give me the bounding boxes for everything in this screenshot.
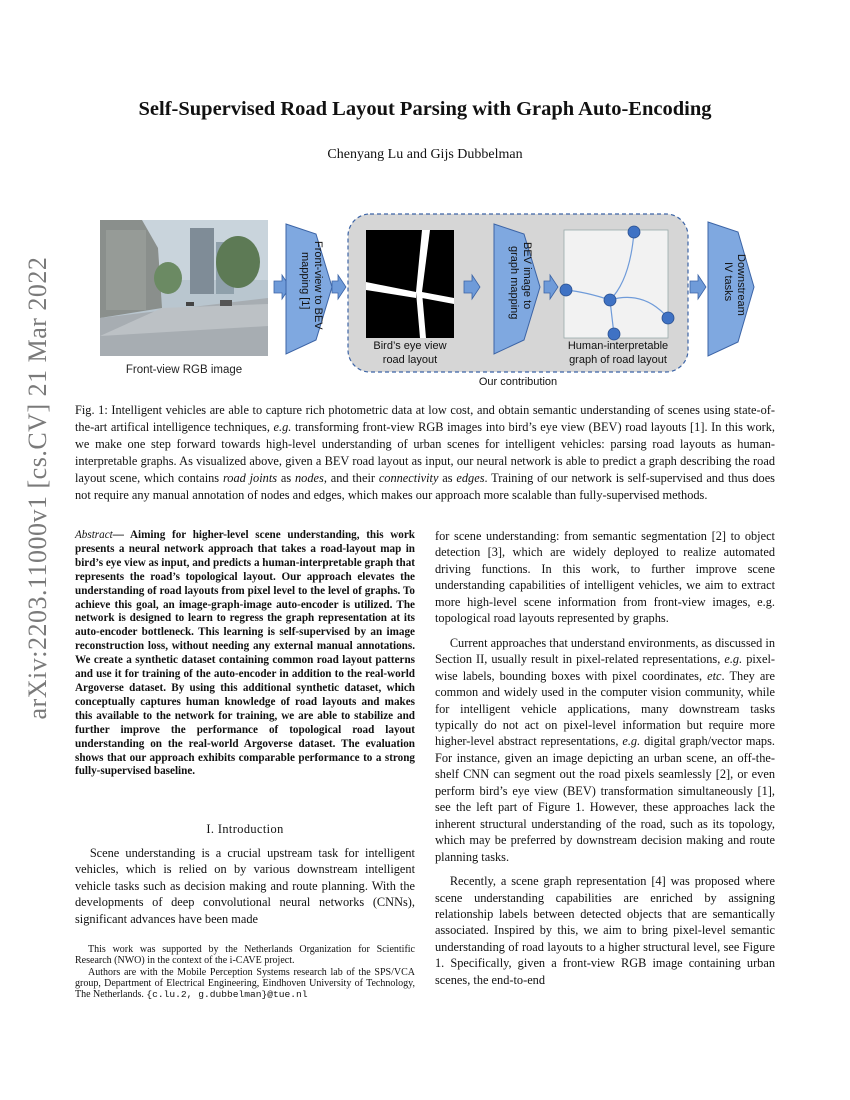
graph-node: [662, 312, 674, 324]
contribution-label: Our contribution: [478, 376, 558, 388]
section-heading-introduction: I. Introduction: [206, 822, 284, 836]
caption-fig-label: Fig. 1:: [75, 403, 108, 417]
right-paragraph-1: for scene understanding: from semantic segmentation [2] to object detection [3], which are widely deployed to realize automated driving functions. In this work, to further improve scene understanding capabilities of intelligent vehicles, we aim to extract more high-level scene information from front-view images, e.g. topological road layouts represented by graphs.: [435, 529, 775, 626]
abstract-lead: Abstract: [75, 529, 113, 541]
graph-node: [628, 226, 640, 238]
caption-edges: edges: [456, 470, 485, 485]
caption-text: as: [438, 470, 457, 485]
p2-text: Current approaches that understand environments, as discussed in Section II, usually result in pixel-related representations,: [435, 635, 775, 667]
graph-node: [608, 328, 620, 340]
caption-road-joints: road joints: [222, 470, 278, 485]
caption-connectivity: connectivity: [378, 470, 439, 485]
p2-eg: e.g.: [724, 652, 743, 667]
paper-authors: Chenyang Lu and Gijs Dubbelman: [327, 147, 523, 162]
arxiv-sidebar: [0, 0, 70, 1100]
caption-text: . Training of our network is self-supervised and thus does not require any manual annotation of nodes and edges, which makes our approach more scalable than fully-supervised methods.: [75, 470, 775, 502]
right-paragraph-3: Recently, a scene graph representation [4] was proposed where scene understanding capabilities are enriched by assigning relationship labels between detected objects that are semantically associated. Inspired by this, we aim to bring pixel-level semantic understanding of road layouts to a higher structural level, see Figure 1. Specifically, given a front-view RGB image containing urban scenes, the end-to-end: [435, 874, 775, 987]
figure-1-diagram: [70, 208, 790, 398]
caption-text: , and their: [323, 470, 379, 485]
intro-paragraph: Scene understanding is a crucial upstream task for intelligent vehicles, which is relied on by various downstream intelligent vehicle tasks such as decision making and route planning. With the developments of deep convolutional neural networks (CNNs), significant advances have been made: [75, 846, 415, 926]
p2-eg: e.g.: [622, 734, 641, 749]
footnote-affiliation-text: Authors are with the Mobile Perception Systems research lab of the SPS/VCA group, Department of Electrical Engineering, Eindhoven University of Technology, The Netherlands.: [75, 966, 415, 1001]
downstream-arrow-line2: IV tasks: [722, 262, 734, 302]
graph-node: [604, 294, 616, 306]
front-view-label: Front-view RGB image: [125, 364, 243, 376]
mapping-arrow-1-line2: mapping [1]: [299, 252, 311, 310]
author-emails: {c.lu.2, g.dubbelman}@tue.nl: [146, 989, 308, 1001]
road-graph: [560, 226, 674, 340]
bev-road-layout: [366, 230, 454, 338]
caption-text: as: [277, 470, 295, 485]
right-paragraph-2: [435, 635, 775, 865]
caption-nodes: nodes: [295, 470, 324, 485]
introduction-text: [75, 845, 415, 927]
caption-text: Intelligent vehicles are able to capture rich photometric data at low cost, and obtain semantic understanding of scenes using state-of-the-art artifical intelligence techniques,: [75, 403, 775, 434]
p2-text: digital graph/vector maps. For instance, given an image depicting an urban scene, an off-the-shelf CNN can segment out the road pixels seamlessly [2], or even perform bird’s eye view (BEV) transformation simultaneously [1], see the left part of Figure 1. However, these approaches lack the inherent structural understanding of the road, such as its topology, which may be preferred by downstream decision making and route planning tasks.: [435, 734, 775, 864]
downstream-arrow-line1: Downstream: [735, 254, 747, 316]
mapping-arrow-2-line1: BEV image to: [521, 242, 533, 310]
mapping-arrow-1-line1: Front-view to BEV: [312, 241, 324, 330]
abstract: [75, 529, 415, 779]
footnote-affiliation: [75, 967, 415, 1001]
caption-eg: e.g.: [273, 419, 292, 434]
small-arrow-2: [332, 275, 346, 299]
graph-label-line1: Human-interpretable: [567, 340, 669, 352]
arxiv-identifier: arXiv:2203.11000v1 [cs.CV] 21 Mar 2022: [23, 256, 52, 720]
bev-label-line2: road layout: [382, 354, 438, 366]
mapping-arrow-2-line2: graph mapping: [508, 246, 520, 320]
graph-label-line2: graph of road layout: [569, 354, 667, 366]
p2-text: . They are common and widely used in the computer vision community, while for intelligent vehicle applications, many downstream tasks typically do not act on pixel-level information but require more higher-level abstract representations,: [435, 668, 775, 749]
figure-caption: [75, 402, 775, 503]
front-view-photo: [100, 220, 268, 356]
bev-label-line1: Bird’s eye view: [373, 340, 447, 352]
right-column: [435, 528, 775, 988]
graph-node: [560, 284, 572, 296]
footnote-funding: This work was supported by the Netherlands Organization for Scientific Research (NWO) in the context of the i-CAVE project.: [75, 944, 415, 967]
p2-text: pixel-wise labels, bounding boxes with pixel coordinates,: [435, 652, 775, 683]
caption-text: transforming front-view RGB images into bird’s eye view (BEV) road layouts [1]. In this work, we make one step forward towards high-level understanding of urban scenes for intelligent vehicles: parsing road layouts as human-interpretable graphs. As visualized above, given a BEV road layout as input, our neural network is able to predict a graph describing the road layout scene, which contains: [75, 419, 775, 485]
p2-etc: etc: [707, 668, 722, 683]
small-arrow-5: [690, 275, 706, 299]
abstract-text: — Aiming for higher-level scene understanding, this work presents a neural network approach that takes a road-layout map in bird’s eye view as input, and predicts a human-interpretable graph that represents the road’s topological layout. Our approach elevates the understanding of road layouts from pixel level to the level of graphs. To achieve this goal, an image-graph-image auto-encoder is utilized. The network is designed to learn to regress the graph representation at its auto-encoder bottleneck. This learning is self-supervised by an image reconstruction loss, without needing any external manual annotations. We create a synthetic dataset containing common road layout patterns and use it for training of the auto-encoder in addition to the real-world Argoverse dataset. By using this additional synthetic dataset, which conceptually captures human knowledge of road layouts and makes this available to the network for training, we are able to stabilize and further improve the performance of topological road layout understanding on the real-world Argoverse dataset. The evaluation shows that our approach exhibits comparable performance to a strong fully-supervised baseline.: [75, 529, 415, 778]
figure-1: [70, 208, 790, 398]
paper-title: Self-Supervised Road Layout Parsing with Graph Auto-Encoding: [138, 98, 712, 120]
footnote: [75, 944, 415, 1000]
